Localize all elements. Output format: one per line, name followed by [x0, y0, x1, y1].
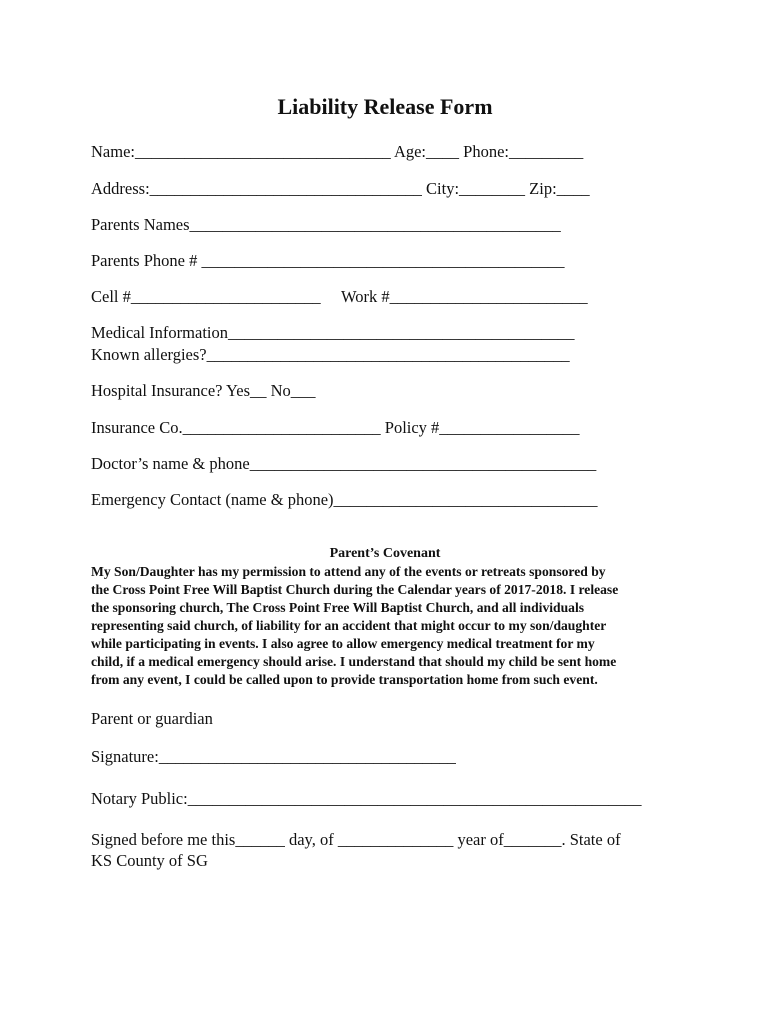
covenant-line: the Cross Point Free Will Baptist Church during the Calendar years of 2017-2018. I release	[91, 582, 619, 597]
emergency-contact-field[interactable]: Emergency Contact (name & phone)________________________________	[91, 490, 598, 509]
known-allergies-field[interactable]: Known allergies?____________________________________________	[91, 345, 570, 364]
form-title: Liability Release Form	[277, 94, 493, 119]
covenant-line: My Son/Daughter has my permission to attend any of the events or retreats sponsored by	[91, 564, 606, 579]
insurance-policy-field[interactable]: Insurance Co.________________________ Policy #_________________	[91, 418, 580, 437]
parents-names-field[interactable]: Parents Names_____________________________________________	[91, 215, 561, 234]
medical-information-field[interactable]: Medical Information__________________________________________	[91, 323, 575, 342]
signature-field[interactable]: Signature:____________________________________	[91, 747, 456, 766]
notary-public-field[interactable]: Notary Public:_______________________________________________________	[91, 789, 642, 808]
cell-work-field[interactable]: Cell #_______________________ Work #________________________	[91, 287, 588, 306]
covenant-line: while participating in events. I also agree to allow emergency medical treatment for my	[91, 636, 595, 651]
covenant-line: representing said church, of liability for an accident that might occur to my son/daughter	[91, 618, 607, 633]
parent-guardian-label: Parent or guardian	[91, 709, 213, 728]
covenant-line: the sponsoring church, The Cross Point Free Will Baptist Church, and all individuals	[91, 600, 585, 615]
covenant-title: Parent’s Covenant	[329, 546, 441, 561]
hospital-insurance-field[interactable]: Hospital Insurance? Yes__ No___	[91, 381, 316, 400]
name-age-phone-field[interactable]: Name:_______________________________ Age:____ Phone:_________	[91, 142, 584, 161]
address-city-zip-field[interactable]: Address:_________________________________ City:________ Zip:____	[91, 179, 590, 198]
covenant-line: child, if a medical emergency should arise. I understand that should my child be sent home	[91, 654, 617, 669]
parents-phone-field[interactable]: Parents Phone # ____________________________________________	[91, 251, 565, 270]
covenant-line: from any event, I could be called upon to provide transportation home from such event.	[91, 672, 598, 687]
signed-before-field[interactable]: Signed before me this______ day, of ______________ year of_______. State of	[91, 830, 621, 849]
doctor-field[interactable]: Doctor’s name & phone__________________________________________	[91, 454, 597, 473]
county-line: KS County of SG	[91, 851, 208, 870]
